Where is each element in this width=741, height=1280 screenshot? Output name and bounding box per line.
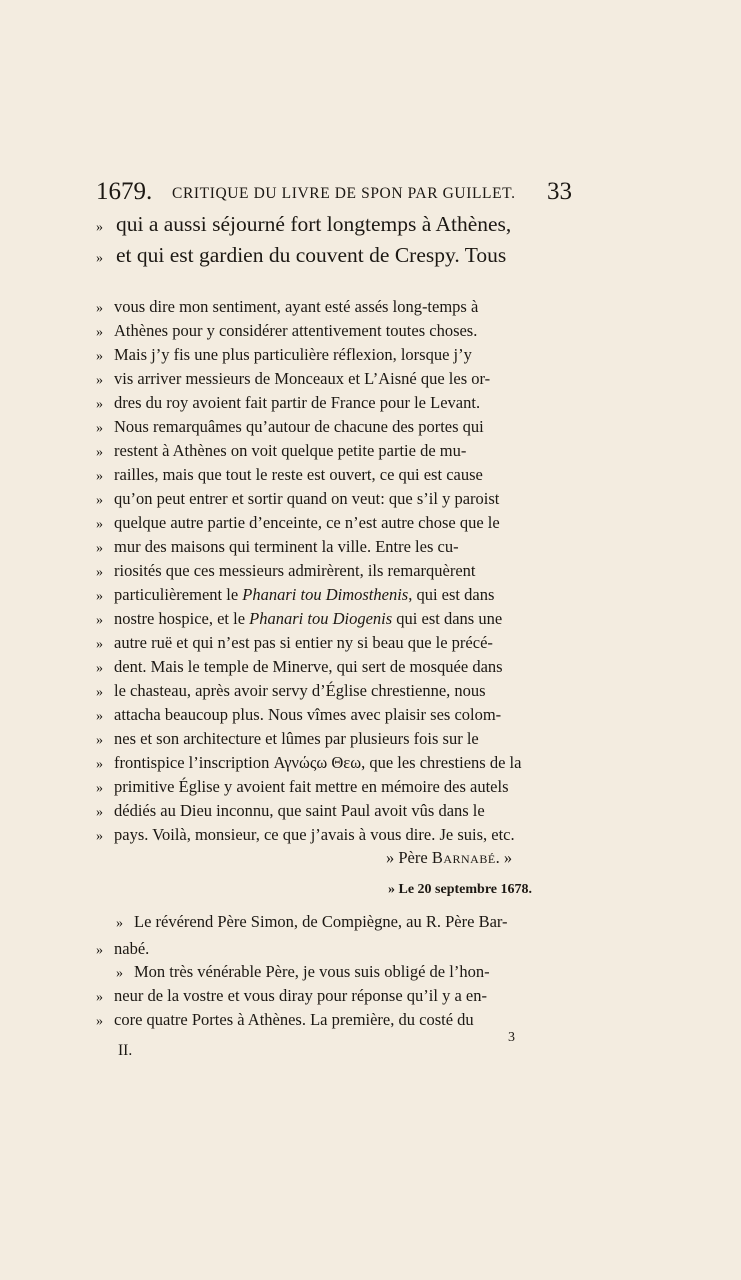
- text-line: [116, 962, 606, 982]
- text-line: [96, 513, 586, 533]
- quote-mark: »: [96, 613, 103, 628]
- line-text: attacha beaucoup plus. Nous vîmes avec plaisir ses colom-: [114, 705, 502, 724]
- quote-mark: »: [96, 445, 103, 460]
- italic-name: Phanari tou Diogenis: [249, 609, 393, 628]
- text-line: [96, 609, 586, 629]
- text-line: [96, 939, 586, 959]
- page-number: 33: [547, 178, 572, 205]
- line-text: nostre hospice, et le: [114, 609, 250, 628]
- quote-mark: »: [96, 805, 103, 820]
- line-text: frontispice l’inscription Αγνώςω Θεω, que les chrestiens de la: [114, 753, 522, 772]
- text-line: [96, 561, 586, 581]
- quote-mark: »: [96, 781, 103, 796]
- line-text: dédiés au Dieu inconnu, que saint Paul avoit vûs dans le: [114, 801, 485, 820]
- line-text: , qui est dans: [408, 585, 495, 604]
- quote-mark: »: [96, 517, 103, 532]
- text-line: [96, 705, 586, 725]
- line-text: qui a aussi séjourné fort longtemps à Athènes,: [116, 212, 512, 236]
- line-text: pays. Voilà, monsieur, ce que j’avais à vous dire. Je suis, etc.: [114, 825, 515, 844]
- text-line: [96, 1010, 586, 1030]
- letter-signature: [386, 848, 512, 868]
- quote-mark: »: [96, 220, 103, 235]
- line-text: vis arriver messieurs de Monceaux et L’Aisné que les or-: [114, 369, 491, 388]
- line-text: mur des maisons qui terminent la ville. Entre les cu-: [114, 537, 459, 556]
- quote-mark: »: [96, 421, 103, 436]
- text-line: [96, 417, 586, 437]
- text-line: [96, 369, 586, 389]
- line-text: Mais j’y fis une plus particulière réflexion, lorsque j’y: [114, 345, 472, 364]
- quote-mark: »: [96, 565, 103, 580]
- text-line: [96, 633, 586, 653]
- text-line: [96, 441, 586, 461]
- line-text: autre ruë et qui n’est pas si entier ny si beau que le précé-: [114, 633, 493, 652]
- running-title: CRITIQUE DU LIVRE DE SPON PAR GUILLET.: [172, 185, 516, 202]
- text-line: [96, 212, 576, 237]
- quote-mark: »: [96, 589, 103, 604]
- quote-mark: »: [96, 397, 103, 412]
- quote-mark: »: [96, 709, 103, 724]
- text-line: [96, 297, 586, 317]
- text-line: [96, 986, 586, 1006]
- text-line: [96, 777, 586, 797]
- line-text: qui est dans une: [392, 609, 503, 628]
- text-line: [96, 465, 586, 485]
- italic-name: Phanari tou Dimosthenis: [242, 585, 409, 604]
- quote-mark: »: [96, 685, 103, 700]
- quote-mark: »: [96, 541, 103, 556]
- text-line: [96, 801, 586, 821]
- quote-mark: »: [116, 916, 123, 931]
- line-text: nabé.: [114, 939, 150, 958]
- line-text: nes et son architecture et lûmes par plusieurs fois sur le: [114, 729, 479, 748]
- quote-mark: »: [96, 301, 103, 316]
- running-header: [96, 178, 572, 208]
- quote-mark: »: [96, 325, 103, 340]
- line-text: quelque autre partie d’enceinte, ce n’est autre chose que le: [114, 513, 500, 532]
- quote-mark: »: [96, 373, 103, 388]
- text-line: [96, 489, 586, 509]
- quote-mark: »: [96, 829, 103, 844]
- line-text: dent. Mais le temple de Minerve, qui sert de mosquée dans: [114, 657, 503, 676]
- line-text: le chasteau, après avoir servy d’Église chrestienne, nous: [114, 681, 486, 700]
- text-line: [96, 537, 586, 557]
- text-line: [96, 321, 586, 341]
- quote-mark: »: [96, 637, 103, 652]
- text-line: [96, 393, 586, 413]
- text-line: [96, 729, 586, 749]
- line-text: vous dire mon sentiment, ayant esté assés long-temps à: [114, 297, 479, 316]
- line-text: railles, mais que tout le reste est ouvert, ce qui est cause: [114, 465, 483, 484]
- volume-number: II.: [118, 1042, 133, 1059]
- signature-mark: 3: [508, 1030, 515, 1045]
- signature-prefix: » Père: [386, 848, 432, 867]
- quote-mark: »: [96, 1014, 103, 1029]
- dateline: » Le 20 septembre 1678.: [388, 882, 532, 897]
- line-text: Mon très vénérable Père, je vous suis obligé de l’hon-: [134, 962, 490, 981]
- quote-mark: »: [96, 943, 103, 958]
- quote-mark: »: [96, 251, 103, 266]
- line-text: restent à Athènes on voit quelque petite partie de mu-: [114, 441, 467, 460]
- line-text: Nous remarquâmes qu’autour de chacune des portes qui: [114, 417, 484, 436]
- line-text: riosités que ces messieurs admirèrent, ils remarquèrent: [114, 561, 476, 580]
- signature-suffix: . »: [495, 848, 513, 867]
- text-line: [96, 753, 586, 773]
- quote-mark: »: [96, 493, 103, 508]
- line-text: Le révérend Père Simon, de Compiègne, au R. Père Bar-: [134, 912, 508, 931]
- quote-mark: »: [96, 757, 103, 772]
- quote-mark: »: [96, 990, 103, 1005]
- line-text: Athènes pour y considérer attentivement toutes choses.: [114, 321, 478, 340]
- header-year: 1679.: [96, 178, 153, 205]
- text-line: [116, 912, 606, 932]
- quote-mark: »: [96, 661, 103, 676]
- line-text: particulièrement le: [114, 585, 243, 604]
- text-line: [96, 657, 586, 677]
- line-text: core quatre Portes à Athènes. La première, du costé du: [114, 1010, 474, 1029]
- line-text: dres du roy avoient fait partir de France pour le Levant.: [114, 393, 481, 412]
- text-line: [96, 243, 576, 268]
- line-text: neur de la vostre et vous diray pour réponse qu’il y a en-: [114, 986, 487, 1005]
- signature-name: Barnabé: [431, 848, 496, 867]
- quote-mark: »: [96, 733, 103, 748]
- quote-mark: »: [116, 966, 123, 981]
- text-line: [96, 585, 586, 605]
- line-text: primitive Église y avoient fait mettre en mémoire des autels: [114, 777, 509, 796]
- line-text: et qui est gardien du couvent de Crespy. Tous: [116, 243, 507, 267]
- quote-mark: »: [96, 349, 103, 364]
- line-text: qu’on peut entrer et sortir quand on veut: que s’il y paroist: [114, 489, 500, 508]
- quote-mark: »: [96, 469, 103, 484]
- text-line: [96, 345, 586, 365]
- text-line: [96, 825, 586, 845]
- text-line: [96, 681, 586, 701]
